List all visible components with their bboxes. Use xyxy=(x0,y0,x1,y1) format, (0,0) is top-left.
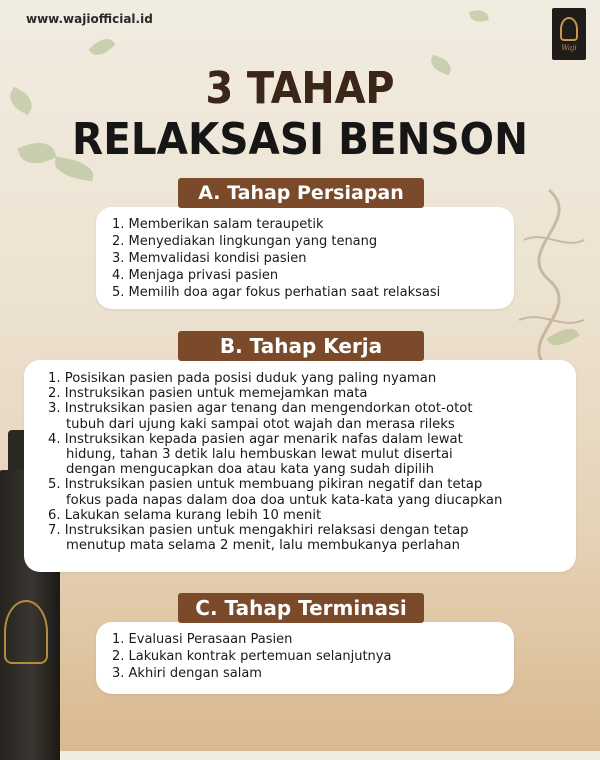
list-item: 4. Instruksikan kepada pasien agar menarik nafas dalam lewat xyxy=(48,431,463,447)
list-item-continuation: menutup mata selama 2 menit, lalu membukanya perlahan xyxy=(66,538,460,554)
list-item: 6. Lakukan selama kurang lebih 10 menit xyxy=(48,507,322,523)
list-item-continuation: hidung, tahan 3 detik lalu hembuskan lewat mulut disertai xyxy=(66,447,453,463)
list-item: 3. Instruksikan pasien agar tenang dan mengendorkan otot-otot xyxy=(48,401,473,417)
list-item: 7. Instruksikan pasien untuk mengakhiri relaksasi dengan tetap xyxy=(48,523,469,539)
batik-ornament xyxy=(504,180,594,380)
list-item: 1. Evaluasi Perasaan Pasien xyxy=(112,632,293,647)
list-item: 3. Akhiri dengan salam xyxy=(112,666,262,681)
steps-list xyxy=(112,216,440,301)
section-card-kerja xyxy=(24,360,576,572)
list-item: 5. Memilih doa agar fokus perhatian saat relaksasi xyxy=(112,285,441,300)
section-heading-terminasi: C. Tahap Terminasi xyxy=(178,593,424,623)
logo-emblem-icon xyxy=(560,17,578,41)
list-item: 4. Menjaga privasi pasien xyxy=(112,268,279,283)
section-card-terminasi xyxy=(96,622,514,694)
list-item: 2. Lakukan kontrak pertemuan selanjutnya xyxy=(112,649,392,664)
list-item: 5. Instruksikan pasien untuk membuang pikiran negatif dan tetap xyxy=(48,477,483,493)
list-item: 3. Memvalidasi kondisi pasien xyxy=(112,251,307,266)
list-item: 1. Memberikan salam teraupetik xyxy=(112,217,324,232)
list-item-continuation: dengan mengucapkan doa atau kata yang sudah dipilih xyxy=(66,462,434,478)
section-heading-kerja: B. Tahap Kerja xyxy=(178,331,424,361)
section-heading-persiapan: A. Tahap Persiapan xyxy=(178,178,424,208)
list-item-continuation: tubuh dari ujung kaki sampai otot wajah dan merasa rileks xyxy=(66,416,455,432)
steps-list xyxy=(112,631,391,682)
list-item-continuation: fokus pada napas dalam doa doa untuk kata-kata yang diucapkan xyxy=(66,492,503,508)
brand-logo xyxy=(552,8,586,60)
section-card-persiapan xyxy=(96,207,514,309)
list-item: 2. Menyediakan lingkungan yang tenang xyxy=(112,234,378,249)
list-item: 1. Posisikan pasien pada posisi duduk yang paling nyaman xyxy=(48,371,437,386)
leaf-decoration xyxy=(469,9,489,24)
page-title-line1: 3 TAHAP xyxy=(205,63,395,114)
page-title-line2: RELAKSASI BENSON xyxy=(72,114,528,165)
steps-list xyxy=(48,371,502,553)
bottle-label-emblem xyxy=(4,600,48,664)
logo-text: Waji xyxy=(561,43,577,52)
leaf-decoration xyxy=(88,34,115,60)
list-item: 2. Instruksikan pasien untuk memejamkan mata xyxy=(48,386,368,402)
site-url: www.wajiofficial.id xyxy=(26,12,153,26)
